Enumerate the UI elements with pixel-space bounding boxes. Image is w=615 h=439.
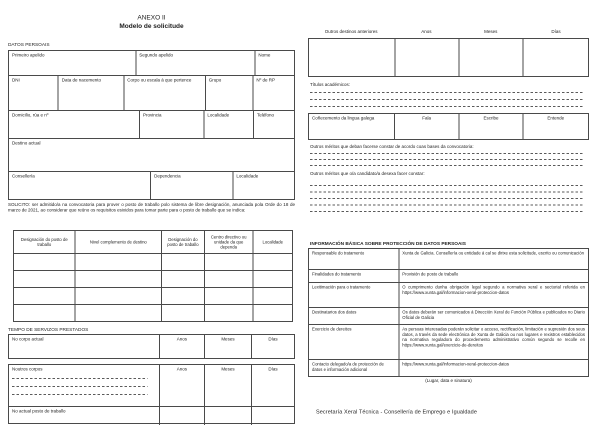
field-data-nacemento: Data de nacemento	[58, 76, 124, 110]
lugar-data-sinatura: (Lugar, data e sinatura)	[425, 378, 472, 383]
actual-posto-row	[9, 406, 294, 425]
datos-row-apelidos	[9, 51, 294, 75]
col-meses: Meses	[204, 335, 251, 358]
meritos-bases-heading: Outros méritos que deban facerse constar de acordo coas bases da convocatoria:	[310, 144, 474, 149]
fill-in-cell	[75, 254, 161, 270]
fill-in-cell	[14, 288, 75, 304]
field-domicilio: Domicilio, rúa e nº	[12, 112, 49, 118]
fill-in-cell	[75, 305, 161, 321]
tempo-noutros-corpos-box	[8, 364, 295, 424]
col-fala: Fala	[394, 114, 459, 139]
fill-in-cell	[395, 39, 459, 76]
postos-empty-row	[14, 270, 292, 287]
noutros-corpos-row	[9, 365, 294, 406]
col-entende: Entende	[522, 114, 588, 139]
field-noutros-corpos	[9, 365, 159, 406]
fill-in-cell	[75, 288, 161, 304]
col-anos: Anos	[159, 335, 204, 358]
datos-row-destino	[9, 138, 294, 171]
noutros-corpos-label: Noutros corpos	[12, 366, 43, 372]
proteccion-label: Exercicio de dereitos	[312, 326, 352, 332]
fill-in-cell	[75, 271, 161, 287]
fill-in-cell	[161, 288, 204, 304]
dotted-write-line	[310, 92, 584, 93]
dotted-write-line	[310, 205, 584, 206]
proteccion-label: Lexitimación para o tratamento	[312, 284, 371, 290]
fill-in-cell	[309, 39, 395, 76]
field-provincia: Provincia	[139, 111, 203, 138]
field-telefono: Teléfono	[253, 111, 294, 138]
titulos-academicos-heading: Títulos académicos:	[310, 82, 351, 87]
fill-in-cell	[14, 271, 75, 287]
dotted-write-line	[310, 192, 584, 193]
proteccion-label: Finalidades do tratamento	[312, 271, 362, 277]
dotted-write-line	[310, 106, 584, 107]
proteccion-value: As persoas interesadas poderán solicitar o acceso, rectificación, limitación e supresión dos seus datos, a través da sede electrónica de Xunta de Galicia ou nos lugares e rexistros establecidos na normativa reguladora do procedemento administrativo común segundo se recolle en https://www.xunta.gal/exercicio-de-dereitos	[398, 325, 588, 359]
outros-destinos-label: Outros destinos anteriores	[324, 29, 378, 34]
proteccion-value: Os datos deberán ser comunicados á Dirección Xeral de Función Pública e publicados no Diario Oficial de Galicia	[398, 308, 588, 324]
proteccion-value: https://www.xunta.gal/informacion-xeral-proteccion-datos	[398, 360, 588, 376]
dotted-write-line	[310, 185, 584, 186]
proteccion-value: Xunta de Galicia. Consellería ou entidade á cal se dirixe esta solicitude, escrito ou comunicación	[398, 249, 588, 269]
field-conselleria: Consellería	[12, 173, 35, 179]
dotted-write-line	[310, 153, 584, 154]
postos-header-nivel: Nivel complemento de destino	[75, 231, 161, 253]
fill-in-cell	[204, 271, 253, 287]
col-meses: Meses	[484, 29, 498, 34]
proteccion-datos-table	[308, 248, 589, 377]
col-dias: Días	[251, 335, 294, 358]
proteccion-row-responsable	[309, 249, 588, 269]
field-destino-actual: Destino actual	[12, 140, 41, 146]
fill-in-cell	[161, 305, 204, 321]
field-no-actual-posto: No actual posto de traballo	[12, 408, 66, 414]
col-escribe: Escribe	[459, 114, 523, 139]
fill-in-cell	[204, 407, 251, 425]
proteccion-row-lexitimacion	[309, 282, 588, 307]
col-anos: Anos	[159, 365, 204, 406]
proteccion-row-finalidades	[309, 269, 588, 282]
dotted-write-line	[310, 198, 584, 199]
datos-row-domicilio	[9, 110, 294, 138]
fill-in-cell	[14, 254, 75, 270]
datos-persoais-heading: DATOS PERSOAIS	[8, 42, 50, 48]
fill-in-cell	[522, 39, 588, 76]
form-title	[8, 13, 295, 30]
title-modelo: Modelo de solicitude	[119, 22, 184, 30]
proteccion-row-contacto	[309, 359, 588, 376]
field-conecemento-lingua: Coñecemento da lingua galega	[312, 115, 375, 121]
field-nome: Nome	[254, 51, 294, 75]
dotted-write-line	[12, 378, 147, 379]
proteccion-label: Responsable do tratamento	[312, 250, 365, 256]
field-segundo-apelido: Segundo apelido	[135, 51, 254, 75]
fill-in-cell	[253, 271, 292, 287]
datos-row-conselleria	[9, 171, 294, 199]
proteccion-datos-heading: INFORMACIÓN BÁSICA SOBRE PROTECCIÓN DE DATOS PERSOAIS	[310, 241, 466, 247]
fill-in-cell	[161, 254, 204, 270]
fill-in-cell	[253, 288, 292, 304]
proteccion-row-destinatarios	[309, 307, 588, 324]
dotted-write-line	[310, 211, 584, 212]
field-localidade: Localidade	[203, 111, 253, 138]
fill-in-cell	[204, 254, 253, 270]
fill-in-cell	[204, 288, 253, 304]
dotted-write-line	[12, 394, 147, 395]
title-anexo: ANEXO II	[137, 13, 166, 21]
field-primeiro-apelido: Primeiro apelido	[12, 52, 45, 58]
datos-persoais-box	[8, 50, 295, 200]
fill-in-cell	[159, 407, 204, 425]
postos-empty-row	[14, 304, 292, 321]
postos-header-row	[14, 231, 292, 253]
fill-in-cell	[161, 271, 204, 287]
tempo-corpo-actual-box	[8, 334, 295, 359]
postos-empty-row	[14, 253, 292, 270]
field-grupo: Grupo	[205, 76, 253, 110]
field-corpo-escala: Corpo ou escala á que pertence	[123, 76, 205, 110]
solicito-paragraph: SOLICITO: ser admitido/a na convocatoria para prover o posto de traballo polo sistema de libre designación, anunciada pola Orde do 18 de marzo de 2021, ao considerar que reúno os requisitos esixidos para tomar parte para o posto de traballo que se indica:	[8, 202, 295, 213]
col-dias: Días	[551, 29, 561, 34]
field-dni: DNI	[12, 77, 20, 83]
fill-in-cell	[251, 407, 294, 425]
field-localidade-2: Localidade	[232, 172, 294, 199]
field-dependencia: Dependencia	[150, 172, 232, 199]
postos-header-designacion-1: Designación do posto de traballo	[20, 237, 68, 247]
footer-organisation: Secretaría Xeral Técnica - Consellería de Emprego e Igualdade	[316, 409, 478, 415]
dotted-write-line	[12, 386, 147, 387]
fill-in-cell	[253, 254, 292, 270]
postos-table	[13, 230, 293, 322]
lingua-galega-box	[308, 113, 589, 140]
proteccion-label: Contacto delegado/a de protección de datos e información adicional	[312, 361, 384, 372]
fill-in-cell	[459, 39, 523, 76]
proteccion-value: Provisión de posto de traballo	[398, 270, 588, 282]
outros-destinos-box	[308, 38, 589, 77]
col-anos: Anos	[421, 29, 432, 34]
dotted-write-line	[310, 165, 584, 166]
fill-in-cell	[204, 305, 253, 321]
postos-header-centro: Centro directivo ou unidade da que dependa	[204, 231, 253, 253]
outros-destinos-header-row	[308, 29, 589, 35]
fill-in-cell	[14, 305, 75, 321]
field-no-corpo-actual: No corpo actual	[12, 336, 44, 342]
dotted-write-line	[310, 159, 584, 160]
datos-row-dni	[9, 75, 294, 110]
col-meses: Meses	[204, 365, 251, 406]
postos-empty-row	[14, 287, 292, 304]
field-num-rp: Nº de RP	[252, 76, 294, 110]
postos-header-designacion-2: Designación do posto de traballo	[161, 231, 204, 253]
col-dias: Días	[251, 365, 294, 406]
proteccion-label: Destinatarios dos datos	[312, 309, 357, 315]
proteccion-row-exercicio	[309, 324, 588, 359]
meritos-candidato-heading: Outros méritos que o/a candidato/a desexa facer constar:	[310, 171, 425, 176]
fill-in-cell	[253, 305, 292, 321]
postos-header-localidade: Localidade	[253, 231, 292, 253]
proteccion-value: O cumprimento dunha obrigación legal segundo a normativa xeral e sectorial referida en https://www.xunta.gal/informacion-xeral-proteccion-datos	[398, 283, 588, 307]
tempo-servizos-heading: TEMPO DE SERVIZOS PRESTADOS	[8, 327, 89, 333]
dotted-write-line	[310, 99, 584, 100]
